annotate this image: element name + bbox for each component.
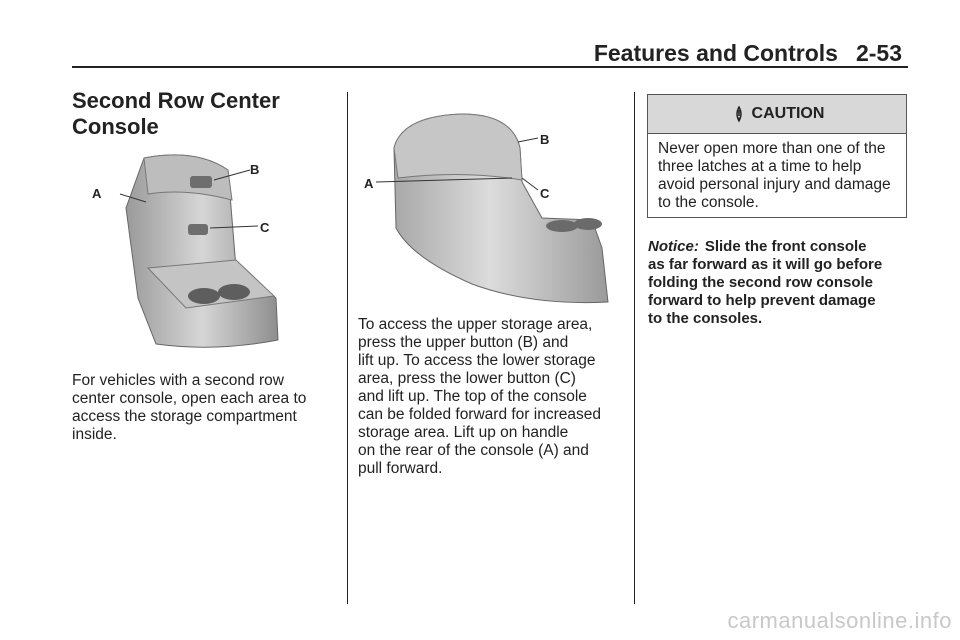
- caution-box: [647, 94, 907, 218]
- illustration-label-a: A: [364, 176, 374, 191]
- watermark: carmanualsonline.info: [727, 608, 952, 633]
- notice-label: Notice:: [648, 238, 699, 255]
- illustration-label-b: B: [540, 132, 550, 147]
- warning-icon: [730, 105, 748, 123]
- illustration-label-a: A: [92, 186, 102, 201]
- page-header: [594, 40, 902, 67]
- console-folded-illustration: [362, 108, 626, 308]
- caution-heading: CAUTION: [751, 105, 825, 122]
- notice-paragraph: [648, 238, 912, 328]
- caution-text: Never open more than one of the three latches at a time to help avoid personal injury and damage to the console.: [658, 140, 891, 211]
- column-divider-2: [634, 92, 635, 604]
- header-section-title: Features and Controls: [593, 40, 838, 66]
- page-number: 2-53: [855, 40, 902, 66]
- caution-header: [648, 95, 906, 134]
- section-title: Second Row Center Console: [72, 88, 280, 139]
- notice-text: Slide the front console as far forward as it will go before folding the second row console forward to help prevent damage to the consoles.: [648, 238, 883, 327]
- left-column-text: For vehicles with a second row center console, open each area to access the storage compartment inside.: [72, 372, 307, 443]
- illustration-label-b: B: [250, 162, 260, 177]
- illustration-label-c: C: [260, 220, 270, 235]
- column-divider-1: [347, 92, 348, 604]
- header-rule: [72, 66, 908, 68]
- console-closed-illustration: [86, 148, 282, 358]
- illustration-label-c: C: [540, 186, 550, 201]
- middle-column-text: To access the upper storage area, press the upper button (B) and lift up. To access the lower storage area, press the lower button (C) and lift up. The top of the console can be folded forward for increased storage area. Lift up on handle on the rear of the console (A) and pull forward.: [358, 316, 601, 477]
